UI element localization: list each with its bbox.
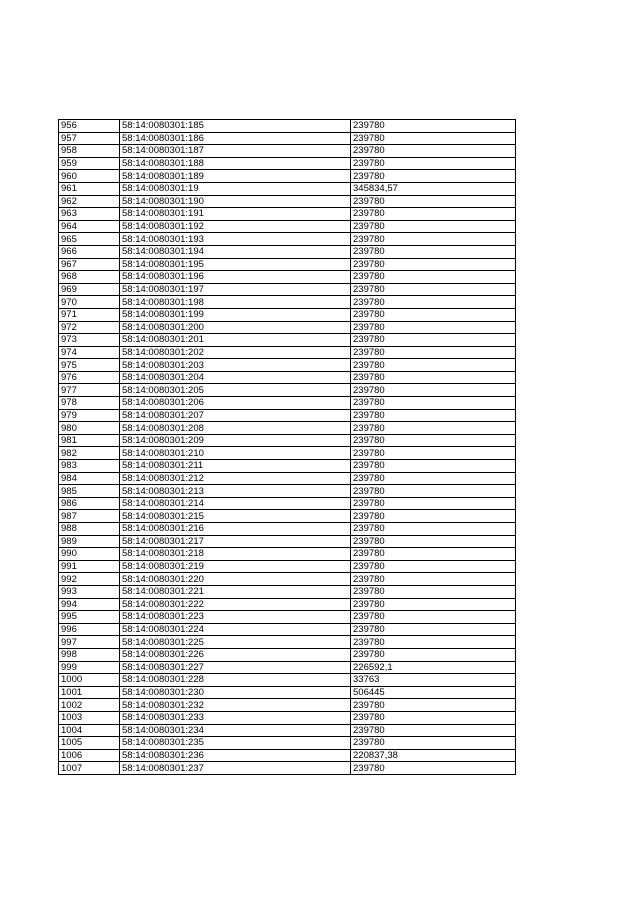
value-cell: 239780 xyxy=(351,296,516,309)
table-row xyxy=(59,724,516,737)
row-number-cell: 992 xyxy=(59,573,120,586)
value-cell: 239780 xyxy=(351,510,516,523)
cadastral-number-cell: 58:14:0080301:206 xyxy=(120,397,351,410)
value-cell: 239780 xyxy=(351,573,516,586)
cadastral-number-cell: 58:14:0080301:204 xyxy=(120,371,351,384)
row-number-cell: 994 xyxy=(59,598,120,611)
row-number-cell: 987 xyxy=(59,510,120,523)
value-cell: 239780 xyxy=(351,132,516,145)
table-body xyxy=(59,120,516,775)
value-cell: 239780 xyxy=(351,611,516,624)
value-cell: 239780 xyxy=(351,195,516,208)
row-number-cell: 974 xyxy=(59,346,120,359)
table-row xyxy=(59,321,516,334)
value-cell: 239780 xyxy=(351,434,516,447)
cadastral-number-cell: 58:14:0080301:203 xyxy=(120,359,351,372)
table-row xyxy=(59,145,516,158)
table-row xyxy=(59,308,516,321)
value-cell: 239780 xyxy=(351,762,516,775)
table-row xyxy=(59,497,516,510)
table-row xyxy=(59,120,516,133)
table-row xyxy=(59,548,516,561)
value-cell: 239780 xyxy=(351,220,516,233)
table-row xyxy=(59,208,516,221)
table-row xyxy=(59,648,516,661)
cadastral-number-cell: 58:14:0080301:215 xyxy=(120,510,351,523)
value-cell: 239780 xyxy=(351,145,516,158)
cadastral-number-cell: 58:14:0080301:220 xyxy=(120,573,351,586)
table-row xyxy=(59,195,516,208)
cadastral-number-cell: 58:14:0080301:210 xyxy=(120,447,351,460)
cadastral-number-cell: 58:14:0080301:191 xyxy=(120,208,351,221)
cadastral-number-cell: 58:14:0080301:201 xyxy=(120,334,351,347)
row-number-cell: 1005 xyxy=(59,737,120,750)
value-cell: 239780 xyxy=(351,548,516,561)
cadastral-number-cell: 58:14:0080301:228 xyxy=(120,674,351,687)
table-row xyxy=(59,510,516,523)
value-cell: 239780 xyxy=(351,397,516,410)
table-row xyxy=(59,384,516,397)
value-cell: 239780 xyxy=(351,170,516,183)
table-row xyxy=(59,346,516,359)
row-number-cell: 1003 xyxy=(59,711,120,724)
table-row xyxy=(59,460,516,473)
row-number-cell: 972 xyxy=(59,321,120,334)
cadastral-number-cell: 58:14:0080301:224 xyxy=(120,623,351,636)
cadastral-number-cell: 58:14:0080301:196 xyxy=(120,271,351,284)
value-cell: 239780 xyxy=(351,460,516,473)
table-row xyxy=(59,132,516,145)
table-row xyxy=(59,258,516,271)
cadastral-number-cell: 58:14:0080301:232 xyxy=(120,699,351,712)
value-cell: 239780 xyxy=(351,283,516,296)
table-row xyxy=(59,661,516,674)
row-number-cell: 981 xyxy=(59,434,120,447)
row-number-cell: 993 xyxy=(59,585,120,598)
cadastral-number-cell: 58:14:0080301:187 xyxy=(120,145,351,158)
table-row xyxy=(59,220,516,233)
cadastral-number-cell: 58:14:0080301:219 xyxy=(120,560,351,573)
cadastral-number-cell: 58:14:0080301:190 xyxy=(120,195,351,208)
cadastral-number-cell: 58:14:0080301:223 xyxy=(120,611,351,624)
row-number-cell: 973 xyxy=(59,334,120,347)
value-cell: 345834,57 xyxy=(351,182,516,195)
row-number-cell: 957 xyxy=(59,132,120,145)
value-cell: 239780 xyxy=(351,334,516,347)
row-number-cell: 999 xyxy=(59,661,120,674)
row-number-cell: 991 xyxy=(59,560,120,573)
cadastral-number-cell: 58:14:0080301:230 xyxy=(120,686,351,699)
value-cell: 239780 xyxy=(351,422,516,435)
row-number-cell: 976 xyxy=(59,371,120,384)
table-row xyxy=(59,485,516,498)
cadastral-number-cell: 58:14:0080301:189 xyxy=(120,170,351,183)
row-number-cell: 980 xyxy=(59,422,120,435)
cadastral-number-cell: 58:14:0080301:208 xyxy=(120,422,351,435)
value-cell: 239780 xyxy=(351,409,516,422)
row-number-cell: 960 xyxy=(59,170,120,183)
table-row xyxy=(59,573,516,586)
cadastral-number-cell: 58:14:0080301:200 xyxy=(120,321,351,334)
row-number-cell: 998 xyxy=(59,648,120,661)
row-number-cell: 979 xyxy=(59,409,120,422)
value-cell: 239780 xyxy=(351,472,516,485)
row-number-cell: 977 xyxy=(59,384,120,397)
table-row xyxy=(59,245,516,258)
row-number-cell: 967 xyxy=(59,258,120,271)
table-row xyxy=(59,674,516,687)
row-number-cell: 996 xyxy=(59,623,120,636)
cadastral-number-cell: 58:14:0080301:195 xyxy=(120,258,351,271)
value-cell: 239780 xyxy=(351,157,516,170)
table-row xyxy=(59,397,516,410)
table-row xyxy=(59,422,516,435)
cadastral-number-cell: 58:14:0080301:226 xyxy=(120,648,351,661)
table-row xyxy=(59,749,516,762)
row-number-cell: 1002 xyxy=(59,699,120,712)
cadastral-number-cell: 58:14:0080301:221 xyxy=(120,585,351,598)
cadastral-number-cell: 58:14:0080301:235 xyxy=(120,737,351,750)
table-row xyxy=(59,711,516,724)
cadastral-number-cell: 58:14:0080301:233 xyxy=(120,711,351,724)
row-number-cell: 1004 xyxy=(59,724,120,737)
value-cell: 239780 xyxy=(351,724,516,737)
table-row xyxy=(59,623,516,636)
value-cell: 220837,38 xyxy=(351,749,516,762)
row-number-cell: 1001 xyxy=(59,686,120,699)
row-number-cell: 1000 xyxy=(59,674,120,687)
value-cell: 506445 xyxy=(351,686,516,699)
table-row xyxy=(59,170,516,183)
cadastral-number-cell: 58:14:0080301:205 xyxy=(120,384,351,397)
cadastral-number-cell: 58:14:0080301:234 xyxy=(120,724,351,737)
row-number-cell: 982 xyxy=(59,447,120,460)
table-row xyxy=(59,182,516,195)
value-cell: 239780 xyxy=(351,271,516,284)
cadastral-number-cell: 58:14:0080301:209 xyxy=(120,434,351,447)
cadastral-number-cell: 58:14:0080301:211 xyxy=(120,460,351,473)
row-number-cell: 962 xyxy=(59,195,120,208)
table-row xyxy=(59,611,516,624)
value-cell: 239780 xyxy=(351,535,516,548)
cadastral-value-table xyxy=(58,119,516,775)
table-row xyxy=(59,233,516,246)
value-cell: 226592,1 xyxy=(351,661,516,674)
cadastral-number-cell: 58:14:0080301:193 xyxy=(120,233,351,246)
cadastral-number-cell: 58:14:0080301:213 xyxy=(120,485,351,498)
cadastral-number-cell: 58:14:0080301:212 xyxy=(120,472,351,485)
cadastral-number-cell: 58:14:0080301:225 xyxy=(120,636,351,649)
row-number-cell: 995 xyxy=(59,611,120,624)
table-row xyxy=(59,447,516,460)
cadastral-number-cell: 58:14:0080301:186 xyxy=(120,132,351,145)
cadastral-number-cell: 58:14:0080301:214 xyxy=(120,497,351,510)
value-cell: 239780 xyxy=(351,447,516,460)
row-number-cell: 988 xyxy=(59,523,120,536)
row-number-cell: 961 xyxy=(59,182,120,195)
value-cell: 239780 xyxy=(351,636,516,649)
table-row xyxy=(59,334,516,347)
row-number-cell: 969 xyxy=(59,283,120,296)
value-cell: 239780 xyxy=(351,359,516,372)
value-cell: 239780 xyxy=(351,371,516,384)
table-row xyxy=(59,636,516,649)
value-cell: 239780 xyxy=(351,497,516,510)
value-cell: 239780 xyxy=(351,737,516,750)
row-number-cell: 965 xyxy=(59,233,120,246)
table-row xyxy=(59,157,516,170)
value-cell: 239780 xyxy=(351,598,516,611)
row-number-cell: 985 xyxy=(59,485,120,498)
row-number-cell: 958 xyxy=(59,145,120,158)
table-row xyxy=(59,598,516,611)
table-row xyxy=(59,686,516,699)
value-cell: 239780 xyxy=(351,523,516,536)
value-cell: 239780 xyxy=(351,245,516,258)
cadastral-number-cell: 58:14:0080301:227 xyxy=(120,661,351,674)
cadastral-number-cell: 58:14:0080301:237 xyxy=(120,762,351,775)
cadastral-number-cell: 58:14:0080301:216 xyxy=(120,523,351,536)
table-row xyxy=(59,434,516,447)
cadastral-number-cell: 58:14:0080301:194 xyxy=(120,245,351,258)
row-number-cell: 963 xyxy=(59,208,120,221)
row-number-cell: 964 xyxy=(59,220,120,233)
table-row xyxy=(59,585,516,598)
value-cell: 239780 xyxy=(351,346,516,359)
row-number-cell: 997 xyxy=(59,636,120,649)
row-number-cell: 990 xyxy=(59,548,120,561)
row-number-cell: 978 xyxy=(59,397,120,410)
value-cell: 239780 xyxy=(351,120,516,133)
row-number-cell: 966 xyxy=(59,245,120,258)
cadastral-number-cell: 58:14:0080301:19 xyxy=(120,182,351,195)
cadastral-number-cell: 58:14:0080301:199 xyxy=(120,308,351,321)
row-number-cell: 968 xyxy=(59,271,120,284)
table-row xyxy=(59,560,516,573)
cadastral-number-cell: 58:14:0080301:217 xyxy=(120,535,351,548)
row-number-cell: 989 xyxy=(59,535,120,548)
table-row xyxy=(59,359,516,372)
table-row xyxy=(59,535,516,548)
value-cell: 33763 xyxy=(351,674,516,687)
value-cell: 239780 xyxy=(351,623,516,636)
value-cell: 239780 xyxy=(351,308,516,321)
row-number-cell: 1007 xyxy=(59,762,120,775)
row-number-cell: 984 xyxy=(59,472,120,485)
value-cell: 239780 xyxy=(351,585,516,598)
value-cell: 239780 xyxy=(351,560,516,573)
row-number-cell: 1006 xyxy=(59,749,120,762)
cadastral-number-cell: 58:14:0080301:202 xyxy=(120,346,351,359)
value-cell: 239780 xyxy=(351,485,516,498)
table-row xyxy=(59,699,516,712)
row-number-cell: 986 xyxy=(59,497,120,510)
cadastral-number-cell: 58:14:0080301:198 xyxy=(120,296,351,309)
cadastral-number-cell: 58:14:0080301:188 xyxy=(120,157,351,170)
value-cell: 239780 xyxy=(351,384,516,397)
cadastral-number-cell: 58:14:0080301:192 xyxy=(120,220,351,233)
row-number-cell: 983 xyxy=(59,460,120,473)
cadastral-number-cell: 58:14:0080301:185 xyxy=(120,120,351,133)
table-row xyxy=(59,296,516,309)
row-number-cell: 971 xyxy=(59,308,120,321)
table-row xyxy=(59,523,516,536)
table-row xyxy=(59,472,516,485)
cadastral-number-cell: 58:14:0080301:236 xyxy=(120,749,351,762)
row-number-cell: 970 xyxy=(59,296,120,309)
table-row xyxy=(59,371,516,384)
cadastral-number-cell: 58:14:0080301:218 xyxy=(120,548,351,561)
value-cell: 239780 xyxy=(351,699,516,712)
row-number-cell: 975 xyxy=(59,359,120,372)
value-cell: 239780 xyxy=(351,258,516,271)
table-row xyxy=(59,737,516,750)
value-cell: 239780 xyxy=(351,208,516,221)
value-cell: 239780 xyxy=(351,233,516,246)
table-row xyxy=(59,409,516,422)
value-cell: 239780 xyxy=(351,648,516,661)
value-cell: 239780 xyxy=(351,321,516,334)
cadastral-number-cell: 58:14:0080301:222 xyxy=(120,598,351,611)
row-number-cell: 959 xyxy=(59,157,120,170)
cadastral-number-cell: 58:14:0080301:197 xyxy=(120,283,351,296)
table-row xyxy=(59,271,516,284)
row-number-cell: 956 xyxy=(59,120,120,133)
table-row xyxy=(59,762,516,775)
value-cell: 239780 xyxy=(351,711,516,724)
table-row xyxy=(59,283,516,296)
cadastral-number-cell: 58:14:0080301:207 xyxy=(120,409,351,422)
